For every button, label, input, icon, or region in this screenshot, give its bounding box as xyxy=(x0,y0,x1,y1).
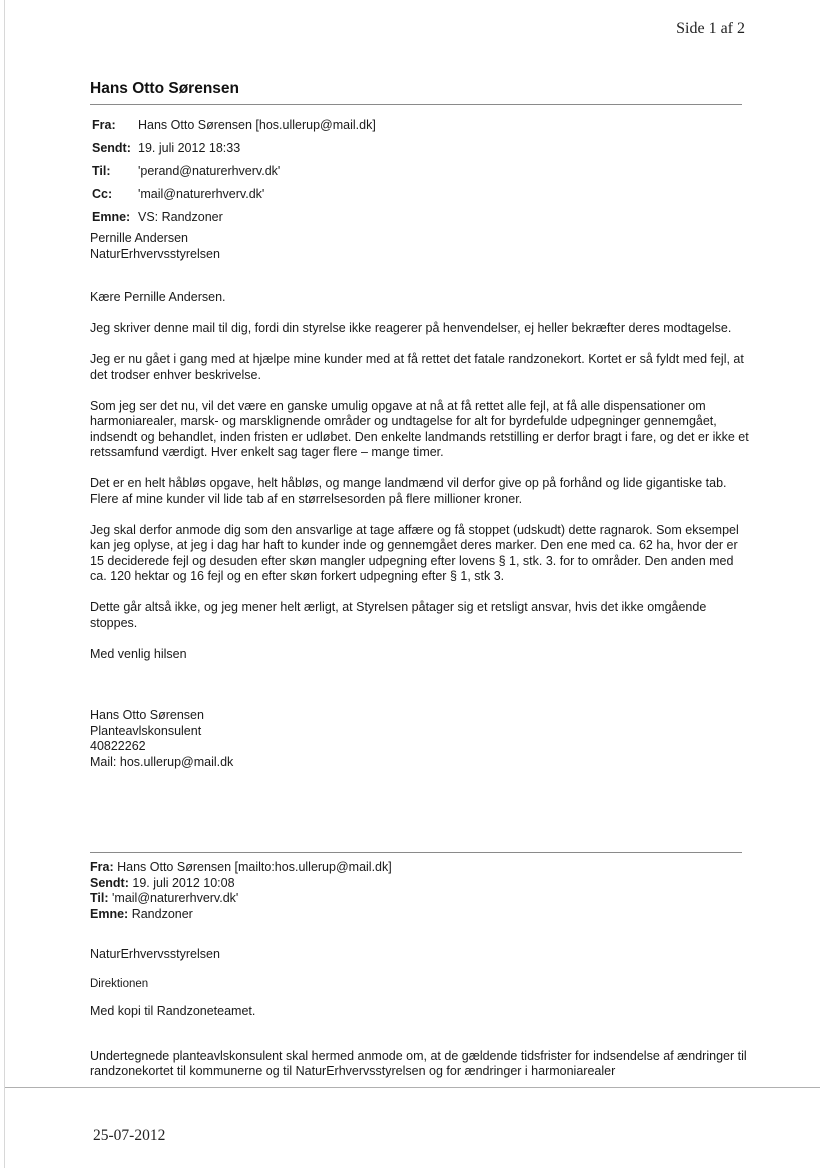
page-number: Side 1 af 2 xyxy=(676,20,745,37)
header-rule xyxy=(90,104,742,105)
forwarded-intro: Undertegnede planteavlskonsulent skal hermed anmode om, at de gældende tidsfrister for indsendelse af ændringer til randzonekortet til kommunerne og til NaturErhvervsstyrelsen og for ændringer i harmoniarealer xyxy=(90,1048,747,1078)
header-key: Fra: xyxy=(90,860,114,874)
header-value: Hans Otto Sørensen [mailto:hos.ullerup@mail.dk] xyxy=(117,860,392,874)
body-paragraph: Jeg er nu gået i gang med at hjælpe mine kunder med at få rettet det fatale randzonekort. Kortet er så fyldt med fejl, at det trodser enhver beskrivelse. xyxy=(90,352,744,382)
forwarded-body xyxy=(90,947,750,1080)
signature-name: Hans Otto Sørensen xyxy=(90,708,204,722)
body-paragraph: Dette går altså ikke, og jeg mener helt ærligt, at Styrelsen påtager sig et retsligt ansvar, hvis det ikke omgående stoppes. xyxy=(90,600,707,630)
header-row-from xyxy=(92,117,376,140)
header-value: 19. juli 2012 10:08 xyxy=(132,875,235,890)
signature-title: Planteavlskonsulent xyxy=(90,723,202,738)
body-paragraph: Som jeg ser det nu, vil det være en ganske umulig opgave at nå at få rettet alle fejl, at få alle dispensationer om harmoniarealer, marsk- og marsklignende områder og undtagelse for alt for byrdefulde udpegninger gennemgået, indsendt og behandlet, inden fristen er udløbet. Den enkelte landmands retstilling er derfor bragt i fare, og det er ikke et retssamfund værdigt. Hver enkelt sag tager flere – mange timer. xyxy=(90,398,749,459)
body-paragraph: Det er en helt håbløs opgave, helt håbløs, og mange landmænd vil derfor give op på forhånd og lide gigantiske tab. Flere af mine kunder vil lide tab af en størrelsesorden på flere millioner kroner. xyxy=(90,476,727,506)
recipient-block xyxy=(90,230,220,262)
closing: Med venlig hilsen xyxy=(90,646,187,661)
forwarded-copy: Med kopi til Randzoneteamet. xyxy=(90,1004,256,1018)
header-row-cc xyxy=(92,186,376,209)
body-paragraph: Jeg skriver denne mail til dig, fordi din styrelse ikke reagerer på henvendelser, ej heller bekræfter deres modtagelse. xyxy=(90,321,732,335)
forwarded-header-row xyxy=(90,860,392,876)
page-bottom-rule xyxy=(5,1087,820,1088)
body-paragraph: Jeg skal derfor anmode dig som den ansvarlige at tage affære og få stoppet (udskudt) dette ragnarok. Som eksempel kan jeg oplyse, at jeg i dag har haft to kunder inde og gennemgået deres marker. Den ene med ca. 62 ha, hvor der er 15 deciderede fejl og desuden efter skøn mangler udpegning efter lovens § 1, stk. 3. for to områder. Den anden med ca. 120 hektar og 16 fejl og en efter skøn forkert udpegning efter § 1, stk 3. xyxy=(90,522,739,583)
signature-mail: Mail: hos.ullerup@mail.dk xyxy=(90,754,234,769)
forwarded-dept: Direktionen xyxy=(90,977,149,990)
recipient-org: NaturErhvervsstyrelsen xyxy=(90,247,220,261)
forwarded-org: NaturErhvervsstyrelsen xyxy=(90,947,220,961)
email-body xyxy=(90,290,750,678)
header-row-sent xyxy=(92,140,376,163)
forwarded-header-row xyxy=(90,876,392,892)
header-key: Emne: xyxy=(92,210,131,224)
header-key: Til: xyxy=(90,891,109,905)
forward-rule xyxy=(90,852,742,853)
forwarded-header xyxy=(90,860,392,922)
header-value: VS: Randzoner xyxy=(138,210,223,224)
header-row-subject xyxy=(92,209,376,232)
header-key: Til: xyxy=(92,164,111,178)
signature xyxy=(90,708,233,770)
header-value: Randzoner xyxy=(131,906,193,921)
header-key: Fra: xyxy=(92,118,116,132)
header-value: 'mail@naturerhverv.dk' xyxy=(112,891,239,905)
header-value: Hans Otto Sørensen [hos.ullerup@mail.dk] xyxy=(138,118,376,132)
header-key: Sendt: xyxy=(90,875,129,890)
footer-date: 25-07-2012 xyxy=(93,1127,166,1144)
left-margin-line xyxy=(4,0,5,1168)
forwarded-header-row xyxy=(90,891,392,907)
header-value: 'perand@naturerhverv.dk' xyxy=(138,164,281,178)
email-header xyxy=(92,117,376,232)
salutation: Kære Pernille Andersen. xyxy=(90,290,226,304)
header-key: Cc: xyxy=(92,187,113,201)
signature-phone: 40822262 xyxy=(90,739,146,753)
sender-title: Hans Otto Sørensen xyxy=(90,80,239,97)
recipient-name: Pernille Andersen xyxy=(90,231,188,245)
forwarded-header-row xyxy=(90,907,392,923)
header-key: Emne: xyxy=(90,906,129,921)
header-value: 19. juli 2012 18:33 xyxy=(138,141,241,155)
header-value: 'mail@naturerhverv.dk' xyxy=(138,187,265,201)
header-key: Sendt: xyxy=(92,141,131,155)
header-row-to xyxy=(92,163,376,186)
